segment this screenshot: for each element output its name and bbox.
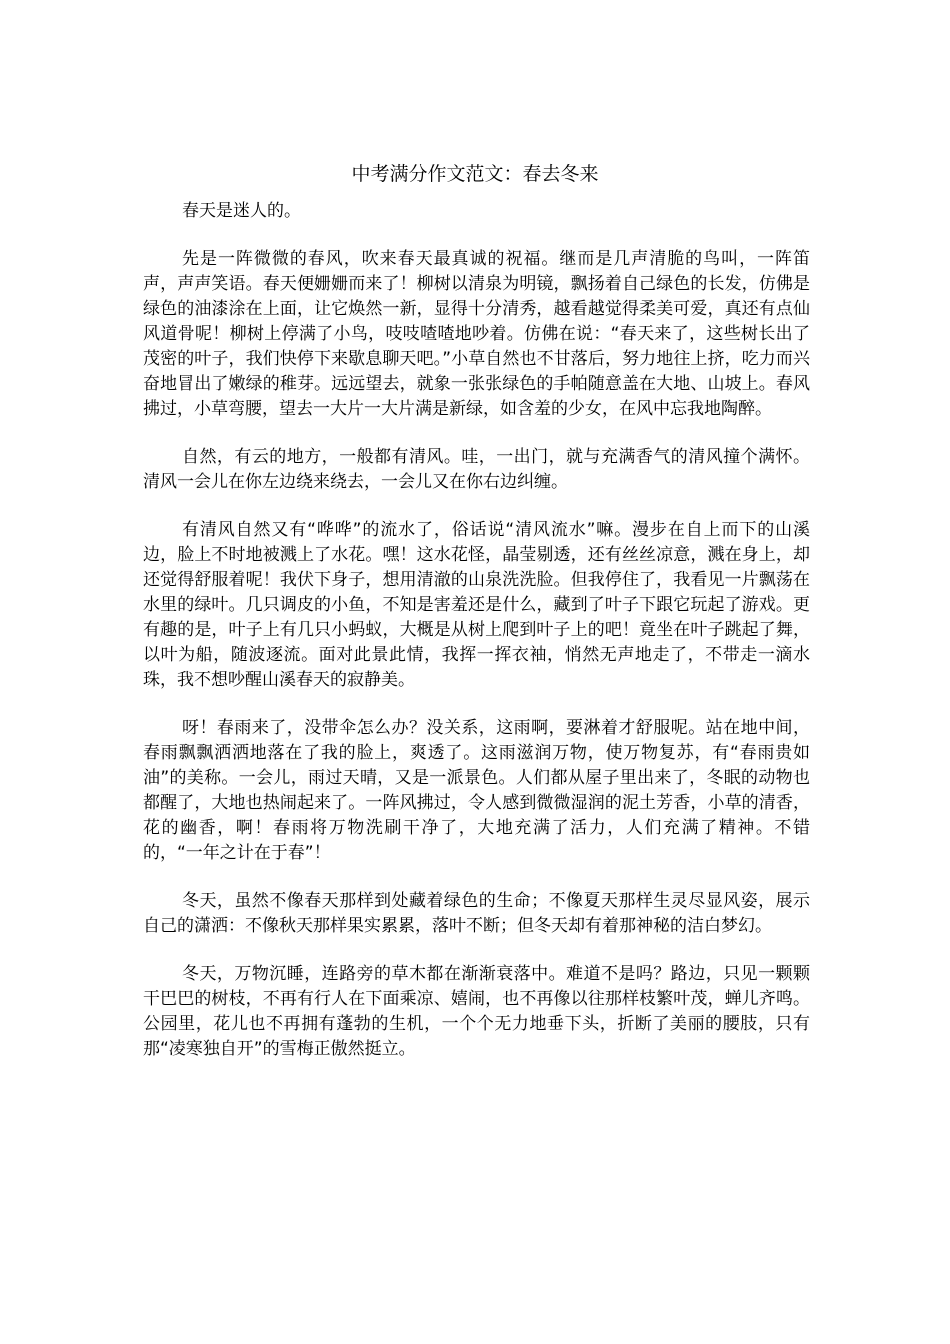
paragraph-spring-rain: 呀！春雨来了，没带伞怎么办？没关系，这雨啊，要淋着才舒服呢。站在地中间，春雨飘飘洒洒地落在了我的脸上，爽透了。这雨滋润万物，使万物复苏，有“春雨贵如油”的美称。一会儿，雨过天晴，又是一派景色。人们都从屋子里出来了，冬眠的动物也都醒了，大地也热闹起来了。一阵风拂过，令人感到微微湿润的泥土芳香，小草的清香，花的幽香，啊！春雨将万物洗刷干净了，大地充满了活力，人们充满了精神。不错的，“一年之计在于春”！ [143,718,810,863]
paragraph-stream: 有清风自然又有“哗哗”的流水了，俗话说“清风流水”嘛。漫步在自上而下的山溪边，脸上不时地被溅上了水花。嘿！这水花怪，晶莹剔透，还有丝丝凉意，溅在身上，却还觉得舒服着呢！我伏下身子，想用清澈的山泉洗洗脸。但我停住了，我看见一片飘荡在水里的绿叶。几只调皮的小鱼，不知是害羞还是什么，藏到了叶子下跟它玩起了游戏。更有趣的是，叶子上有几只小蚂蚁，大概是从树上爬到叶子上的吧！竟坐在叶子跳起了舞，以叶为船，随波逐流。面对此景此情，我挥一挥衣袖，悄然无声地走了，不带走一滴水珠，我不想吵醒山溪春天的寂静美。 [143,520,810,690]
document-title: 中考满分作文范文：春去冬来 [351,163,599,185]
paragraph-clear-wind: 自然，有云的地方，一般都有清风。哇，一出门，就与充满香气的清风撞个满怀。清风一会儿在你左边绕来绕去，一会儿又在你右边纠缠。 [143,447,810,492]
paragraph-winter-sleep: 冬天，万物沉睡，连路旁的草木都在渐渐衰落中。难道不是吗？路边，只见一颗颗干巴巴的树枝，不再有行人在下面乘凉、嬉闹，也不再像以往那样枝繁叶茂，蝉儿齐鸣。公园里，花儿也不再拥有蓬勃的生机，一个个无力地垂下头，折断了美丽的腰肢，只有那“凌寒独自开”的雪梅正傲然挺立。 [143,964,810,1059]
paragraph-spring-breeze: 先是一阵微微的春风，吹来春天最真诚的祝福。继而是几声清脆的鸟叫，一阵笛声，声声笑语。春天便姗姗而来了！柳树以清泉为明镜，飘扬着自己绿色的长发，仿佛是绿色的油漆涂在上面，让它焕然一新，显得十分清秀，越看越觉得柔美可爱，真还有点仙风道骨呢！柳树上停满了小鸟，吱吱喳喳地吵着。仿佛在说：“春天来了，这些树长出了茂密的叶子，我们快停下来歇息聊天吧。”小草自然也不甘落后，努力地往上挤，吃力而兴奋地冒出了嫩绿的稚芽。远远望去，就象一张张绿色的手帕随意盖在大地、山坡上。春风拂过，小草弯腰，望去一大片一大片满是新绿，如含羞的少女，在风中忘我地陶醉。 [143,249,810,419]
paragraph-winter-intro: 冬天，虽然不像春天那样到处藏着绿色的生命；不像夏天那样生灵尽显风姿，展示自己的潇洒：不像秋天那样果实累累，落叶不断；但冬天却有着那神秘的洁白梦幻。 [143,891,810,936]
document-body [143,199,810,1085]
paragraph-intro: 春天是迷人的。 [182,201,301,221]
